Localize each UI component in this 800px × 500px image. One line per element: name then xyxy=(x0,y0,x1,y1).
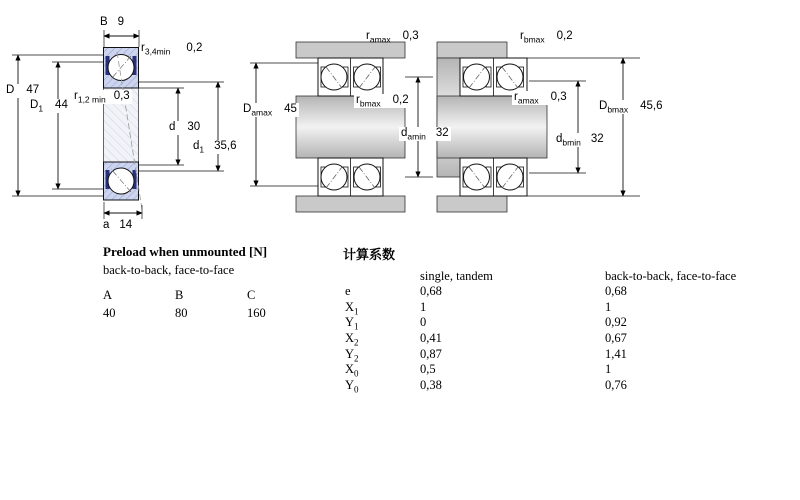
dim-label-ramax-right: $r_{amax}$ 0,3 xyxy=(514,91,567,106)
factor-row-x0: $X_0$ 0,5 1 xyxy=(345,362,612,379)
preload-col-b: B xyxy=(175,288,184,302)
preload-values xyxy=(103,306,319,321)
dim-label-ramax-middle: $r_{amax}$ 0,3 xyxy=(366,30,419,45)
factors-title: 计算系数 xyxy=(343,247,396,262)
dim-label-r34min: $r_{3,4min}$ 0,2 xyxy=(141,42,203,57)
factors-table xyxy=(345,285,627,395)
preload-subtitle: back-to-back, face-to-face xyxy=(103,263,235,277)
factor-row-x1: $X_1$ 1 1 xyxy=(345,299,612,317)
factor-row-y2: $Y_2$ 0,87 1,41 xyxy=(345,346,627,364)
dim-label-Dbmax: $D_{bmax}$ 45,6 xyxy=(599,100,663,115)
dim-label-damin: $d_{amin}$ 32 xyxy=(401,127,449,142)
dim-label-dbmin: $d_{bmin}$ 32 xyxy=(556,133,604,148)
preload-title: Preload when unmounted [N] xyxy=(103,244,268,259)
dim-label-B: B 9 xyxy=(100,16,125,28)
factor-row-y0: $Y_0$ 0,38 0,76 xyxy=(345,378,627,395)
factor-row-x2: $X_2$ 0,41 0,67 xyxy=(345,331,627,348)
preload-value-a: 40 xyxy=(103,306,116,320)
factors-col1-header: single, tandem xyxy=(420,269,493,283)
dim-label-d1: $d_1$ 35,6 xyxy=(193,140,237,155)
factor-row-y1: $Y_1$ 0 0,92 xyxy=(345,315,627,332)
preload-col-c: C xyxy=(247,288,256,302)
dim-label-D: D 47 xyxy=(6,84,40,96)
dim-label-rbmax-middle: $r_{bmax}$ 0,2 xyxy=(356,94,409,109)
dim-label-r12min: $r_{1,2 min}$ 0,3 xyxy=(74,90,130,105)
preload-column-headers xyxy=(103,288,319,303)
dim-label-D1: $D_1$ 44 xyxy=(30,99,68,114)
dim-label-d: d 30 xyxy=(169,121,201,133)
preload-col-a: A xyxy=(103,288,113,302)
preload-value-c: 160 xyxy=(247,306,266,320)
factors-col2-header: back-to-back, face-to-face xyxy=(605,269,737,283)
preload-value-b: 80 xyxy=(175,306,188,320)
figure-right-mounted-pair xyxy=(437,42,640,212)
factor-row-e: e 0,68 0,68 xyxy=(345,284,627,298)
dim-label-a: a 14 xyxy=(103,219,133,231)
dim-label-rbmax-right: $r_{bmax}$ 0,2 xyxy=(520,30,573,45)
dim-label-Damax: $D_{amax}$ 45 xyxy=(243,103,297,118)
